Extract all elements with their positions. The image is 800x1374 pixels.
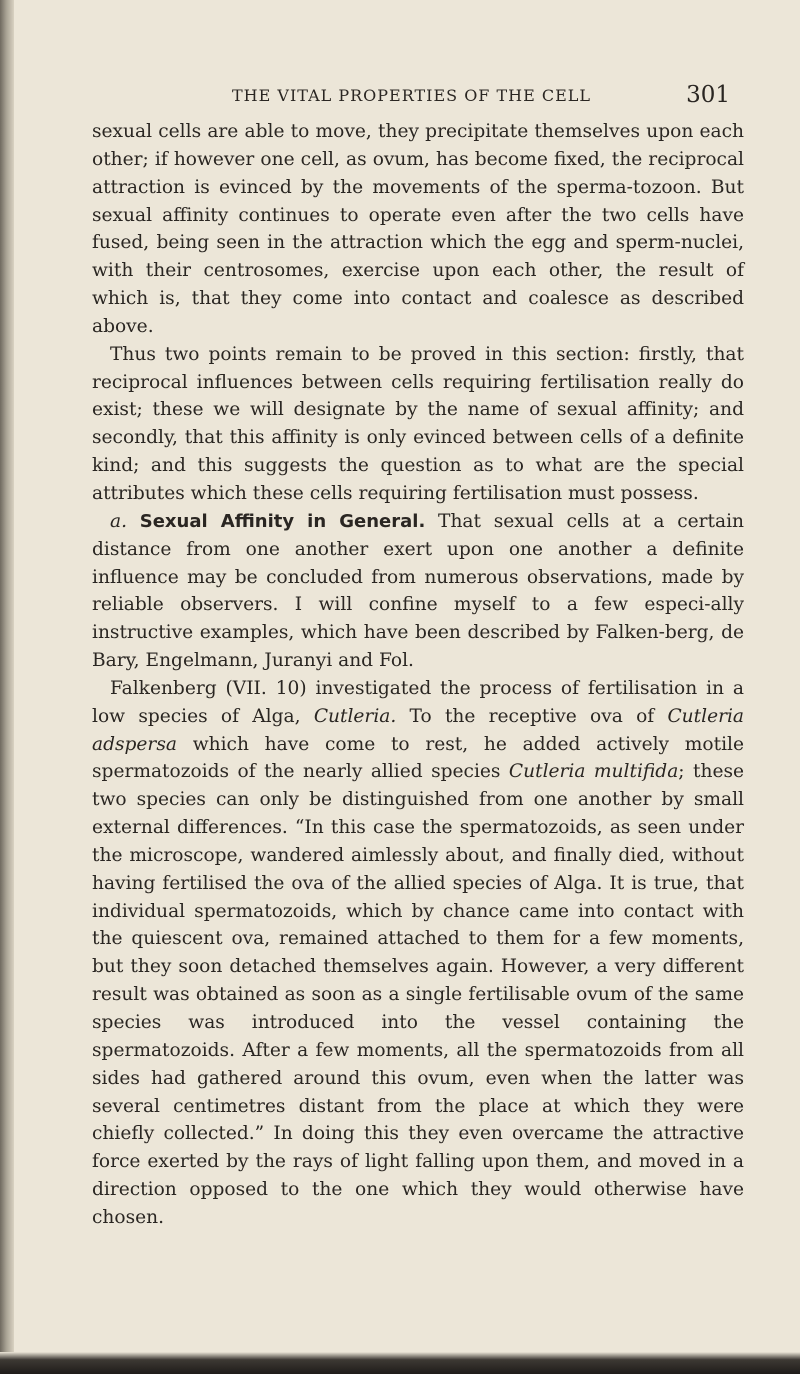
paragraph-4-text-3: which have come to rest, he added actively motile spermatozoids of the nearly allied species bbox=[92, 733, 744, 783]
species-name-cutleria: Cutleria. bbox=[313, 705, 397, 727]
paragraph-4-text-1: Falkenberg (VII. 10) investigated the process of fertilisation in a low species of Alga, bbox=[92, 677, 744, 727]
body-text bbox=[92, 118, 744, 1232]
paragraph-3 bbox=[92, 508, 744, 675]
paragraph-4-text-2: To the receptive ova of bbox=[409, 705, 655, 727]
paragraph-1: sexual cells are able to move, they precipitate themselves upon each other; if however one cell, as ovum, has become fixed, the reciprocal attraction is evinced by the movements of the sperma-tozoon. But sexual affinity continues to operate even after the two cells have fused, being seen in the attraction which the egg and sperm-nuclei, with their centrosomes, exercise upon each other, the result of which is, that they come into contact and coalesce as described above. bbox=[92, 121, 744, 337]
paragraph-3-text: That sexual cells at a certain distance from one another exert upon one another a definite influence may be concluded from numerous observations, made by reliable observers. I will confine myself to a few especi-ally instructive examples, which have been described by Falken-berg, de Bary, Engelmann, Juranyi and Fol. bbox=[92, 510, 744, 672]
paragraph-2: Thus two points remain to be proved in this section: firstly, that reciprocal influences between cells requiring fertilisation really do exist; these we will designate by the name of sexual affinity; and secondly, that this affinity is only evinced between cells of a definite kind; and this suggests the question as to what are the special attributes which these cells requiring fertilisation must possess. bbox=[92, 343, 744, 504]
page-number: 301 bbox=[686, 82, 730, 108]
paragraph-4-text-4: ; these two species can only be distinguished from one another by small external differences. “In this case the spermatozoids, as seen under the microscope, wandered aimlessly about, and finally died, without having fertilised the ova of the allied species of Alga. It is true, that individual spermatozoids, which by chance came into contact with the quiescent ova, remained attached to them for a few moments, but they soon detached themselves again. However, a very different result was obtained as soon as a single fertilisable ovum of the same species was introduced into the vessel containing the spermatozoids. After a few moments, all the spermatozoids from all sides had gathered around this ovum, even when the latter was several centimetres distant from the place at which they were chiefly collected.” In doing this they even overcame the attractive force exerted by the rays of light falling upon them, and moved in a direction opposed to the one which they would otherwise have chosen. bbox=[92, 761, 744, 1228]
page-gutter-shadow bbox=[0, 0, 14, 1374]
page-header bbox=[92, 82, 730, 114]
section-label: a. bbox=[110, 510, 127, 532]
species-name-adspersa: Cutleria adspersa bbox=[92, 705, 744, 755]
page-bottom-edge bbox=[0, 1352, 800, 1374]
species-name-multifida: Cutleria multifida bbox=[508, 761, 679, 783]
paragraph-4 bbox=[92, 675, 744, 1232]
section-heading: Sexual Affinity in General. bbox=[139, 510, 426, 532]
running-title: THE VITAL PROPERTIES OF THE CELL bbox=[232, 86, 592, 105]
